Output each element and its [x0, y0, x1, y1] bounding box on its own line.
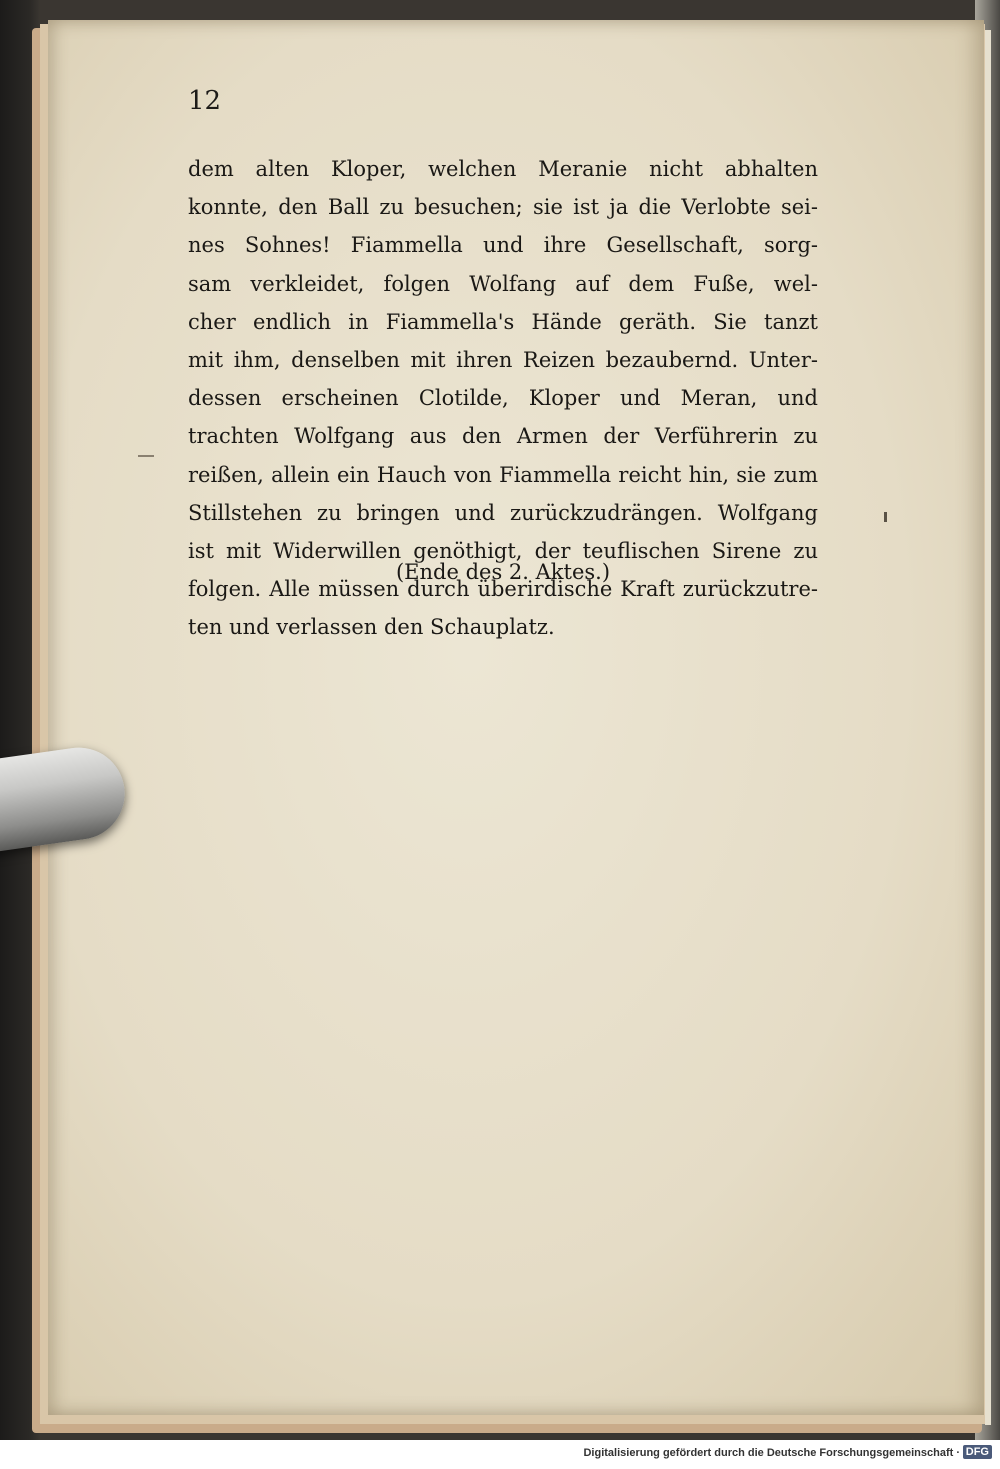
page-number: 12 [188, 86, 222, 116]
text-line: mit ihm, denselben mit ihren Reizen bezaubernd. Unter- [188, 347, 818, 372]
text-line: Stillstehen zu bringen und zurückzudrängen. Wolfgang [188, 500, 818, 525]
margin-mark [138, 455, 154, 457]
text-line: sam verkleidet, folgen Wolfang auf dem Fuße, wel- [188, 271, 818, 296]
text-line: ten und verlassen den Schauplatz. [188, 615, 555, 640]
text-line: reißen, allein ein Hauch von Fiammella reicht hin, sie zum [188, 462, 818, 487]
funding-credit: Digitalisierung gefördert durch die Deutsche Forschungsgemeinschaft · [583, 1447, 960, 1459]
footer-bar [0, 1440, 1000, 1469]
text-line: dessen erscheinen Clotilde, Kloper und Meran, und [188, 386, 818, 411]
text-line: dem alten Kloper, welchen Meranie nicht abhalten [188, 157, 818, 181]
dfg-logo: DFG [963, 1445, 992, 1459]
next-page-edge [985, 30, 991, 1425]
text-line: cher endlich in Fiammella's Hände geräth. Sie tanzt [188, 309, 818, 334]
text-line: trachten Wolfgang aus den Armen der Verführerin zu [188, 424, 818, 449]
text-line: nes Sohnes! Fiammella und ihre Gesellschaft, sorg- [188, 233, 818, 258]
text-line: folgen. Alle müssen durch überirdische Kraft zurückzutre- [188, 577, 818, 602]
text-line: konnte, den Ball zu besuchen; sie ist ja die Verlobte sei- [188, 195, 818, 220]
text-line: ist mit Widerwillen genöthigt, der teuflischen Sirene zu [188, 538, 818, 563]
margin-dot [884, 512, 887, 522]
act-end-heading: (Ende des 2. Aktes.) [395, 560, 611, 584]
